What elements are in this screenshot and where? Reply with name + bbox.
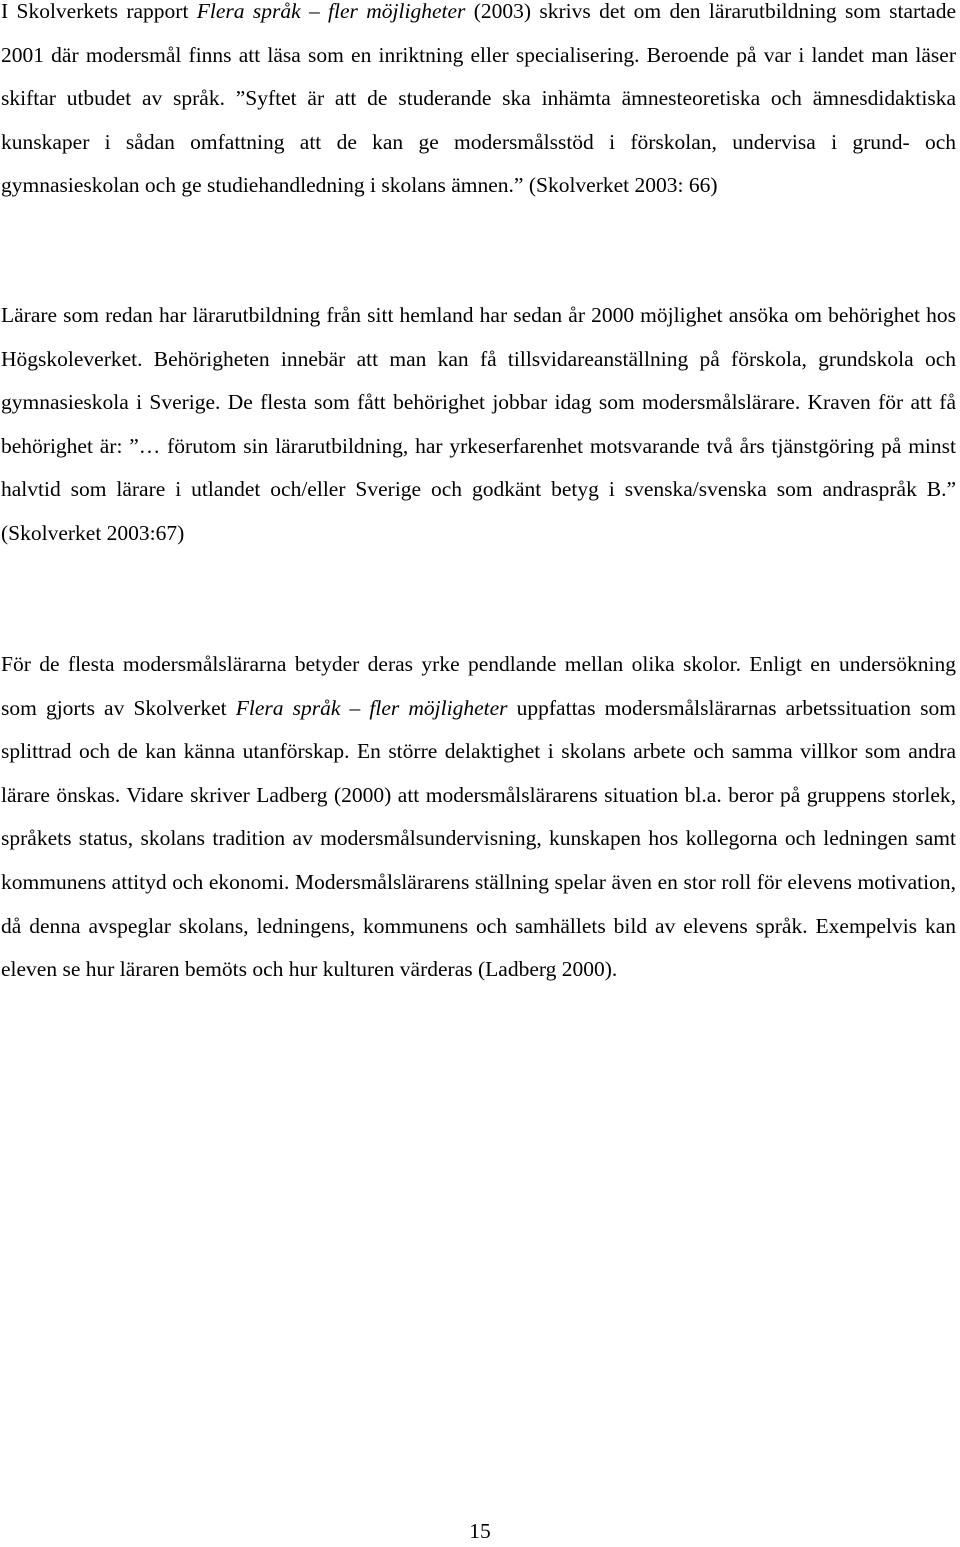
report-title-italic: Flera språk – fler möjligheter xyxy=(235,695,508,720)
paragraph-lararutbildning-modersmal xyxy=(1,0,956,208)
paragraph-arbetssituation xyxy=(1,643,956,992)
text-segment: uppfattas modersmålslärarnas arbetssituation som splittrad och de kan känna utanförskap. En större delaktighet i skolans arbete och samma villkor som andra lärare önskas. Vidare skriver Ladberg (2000) att modersmålslärarens situation bl.a. beror på gruppens storlek, språkets status, skolans tradition av modersmålsundervisning, kunskapen hos kollegorna och ledningen samt kommunens attityd och ekonomi. Modersmålslärarens ställning spelar även en stor roll för elevens motivation, då denna avspeglar skolans, ledningens, kommunens och samhällets bild av elevens språk. Exempelvis kan eleven se hur läraren bemöts och hur kulturen värderas (Ladberg 2000). xyxy=(1,695,956,982)
report-title-italic: Flera språk – fler möjligheter xyxy=(196,0,466,23)
paragraph-behorighet xyxy=(1,294,956,556)
page-number: 15 xyxy=(469,1519,491,1543)
text-segment: För de flesta modersmålslärarna betyder deras yrke pendlande mellan olika skolor. Enligt en undersökning som gjorts av Skolverket xyxy=(1,652,956,720)
text-segment: Lärare som redan har lärarutbildning från sitt hemland har sedan år 2000 möjlighet ansöka om behörighet hos Högskoleverket. Behörigheten innebär att man kan få tillsvidareanställning på förskola, grundskola och gymnasieskola i Sverige. De flesta som fått behörighet jobbar idag som modersmålslärare. Kraven för att få behörighet är: ”… förutom sin lärarutbildning, har yrkeserfarenhet motsvarande två års tjänstgöring på minst halvtid som lärare i utlandet och/eller Sverige och godkänt betyg i svenska/svenska som andraspråk B.” (Skolverket 2003:67) xyxy=(1,303,956,545)
text-segment: (2003) skrivs det om den lärarutbildning som startade 2001 där modersmål finns att läsa som en inriktning eller specialisering. Beroende på var i landet man läser skiftar utbudet av språk. ”Syftet är att de studerande ska inhämta ämnesteoretiska och ämnesdidaktiska kunskaper i sådan omfattning att de kan ge modersmålsstöd i förskolan, undervisa i grund- och gymnasieskolan och ge studiehandledning i skolans ämnen.” (Skolverket 2003: 66) xyxy=(1,0,956,198)
text-segment: I Skolverkets rapport xyxy=(1,0,197,23)
